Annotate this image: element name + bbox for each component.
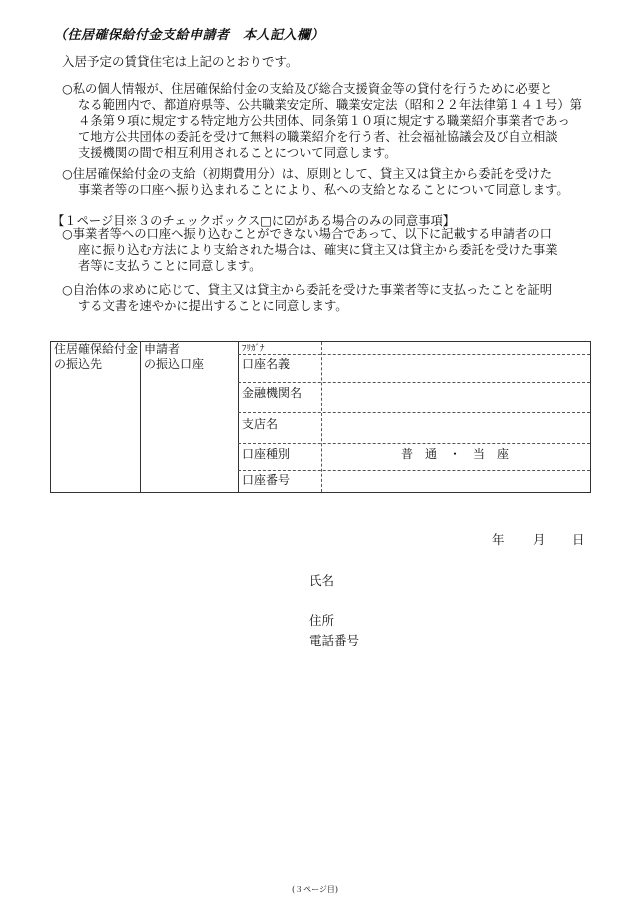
consent-paragraph-personal-info xyxy=(62,81,590,161)
branch-name-field[interactable] xyxy=(322,413,590,443)
paragraph-line: する文書を速やかに提出することに同意します。 xyxy=(78,299,348,313)
paragraph-line: ○住居確保給付金の支給（初期費用分）は、原則として、貸主又は貸主から委託を受けた xyxy=(62,167,553,181)
paragraph-line: なる範囲内で、都道府県等、公共職業安定所、職業安定法（昭和２２年法律第１４１号）第 xyxy=(78,98,582,112)
account-type-options: 普 通 ・ 当 座 xyxy=(401,447,510,461)
date-year-label: 年 xyxy=(492,532,505,547)
name-label: 氏名 xyxy=(309,573,335,588)
account-number-label: 口座番号 xyxy=(242,473,291,487)
paragraph-line: ○自治体の求めに応じて、貸主又は貸主から委託を受けた事業者等に支払ったことを証明 xyxy=(62,283,553,297)
intro-text: 入居予定の賃貸住宅は上記のとおりです。 xyxy=(62,54,299,69)
applicant-account-label xyxy=(144,342,204,372)
consent-paragraph-proof xyxy=(62,282,590,314)
furigana-field[interactable] xyxy=(322,342,590,354)
paragraph-line: 座に振り込む方法により支給された場合は、確実に貸主又は貸主から委託を受けた事業 xyxy=(78,243,558,257)
paragraph-line: ○事業者等への口座へ振り込むことができない場合であって、以下に記載する申請者の口 xyxy=(62,227,552,241)
bank-account-table xyxy=(50,341,591,493)
paragraph-line: ○私の個人情報が、住居確保給付金の支給及び総合支援資金等の貸付を行うために必要と xyxy=(62,82,553,96)
paragraph-line: て地方公共団体の委託を受けて無料の職業紹介を行う者、社会福祉協議会及び自立相談 xyxy=(78,130,558,144)
label-line: の振込口座 xyxy=(144,357,205,371)
account-number-field[interactable] xyxy=(322,471,590,492)
paragraph-line: 者等に支払うことに同意します。 xyxy=(78,259,262,273)
account-name-label: 口座名義 xyxy=(242,357,291,371)
section-heading: （住居確保給付金支給申請者 本人記入欄） xyxy=(54,28,325,43)
transfer-destination-label xyxy=(54,342,138,372)
phone-label: 電話番号 xyxy=(309,633,360,648)
table-row-divider xyxy=(238,443,590,444)
furigana-label: ﾌﾘｶﾞﾅ xyxy=(242,344,265,354)
account-name-field[interactable] xyxy=(322,355,590,382)
bank-name-label: 金融機関名 xyxy=(242,386,303,400)
label-line: の振込先 xyxy=(54,357,103,371)
paragraph-line: 支援機関の間で相互利用されることについて同意します。 xyxy=(78,146,397,160)
consent-paragraph-payment xyxy=(62,166,590,198)
table-divider xyxy=(140,342,141,492)
paragraph-line: ４条第９項に規定する特定地方公共団体、同条第１０項に規定する職業紹介事業者であっ xyxy=(78,114,570,128)
date-day-label: 日 xyxy=(572,532,585,547)
branch-name-label: 支店名 xyxy=(242,417,279,431)
conditional-consent-heading: 【１ページ目※３のチェックボックス□に☑がある場合のみの同意事項】 xyxy=(52,214,456,228)
paragraph-line: 事業者等の口座へ振り込まれることにより、私への支給となることについて同意します。 xyxy=(78,183,569,197)
bank-name-field[interactable] xyxy=(322,383,590,412)
date-month-label: 月 xyxy=(533,532,546,547)
label-line: 住居確保給付金 xyxy=(54,342,139,356)
page-number: (３ページ目) xyxy=(291,885,339,894)
label-line: 申請者 xyxy=(144,342,181,356)
address-label: 住所 xyxy=(309,613,335,628)
consent-paragraph-applicant-account xyxy=(62,226,590,274)
account-type-label: 口座種別 xyxy=(242,447,291,461)
